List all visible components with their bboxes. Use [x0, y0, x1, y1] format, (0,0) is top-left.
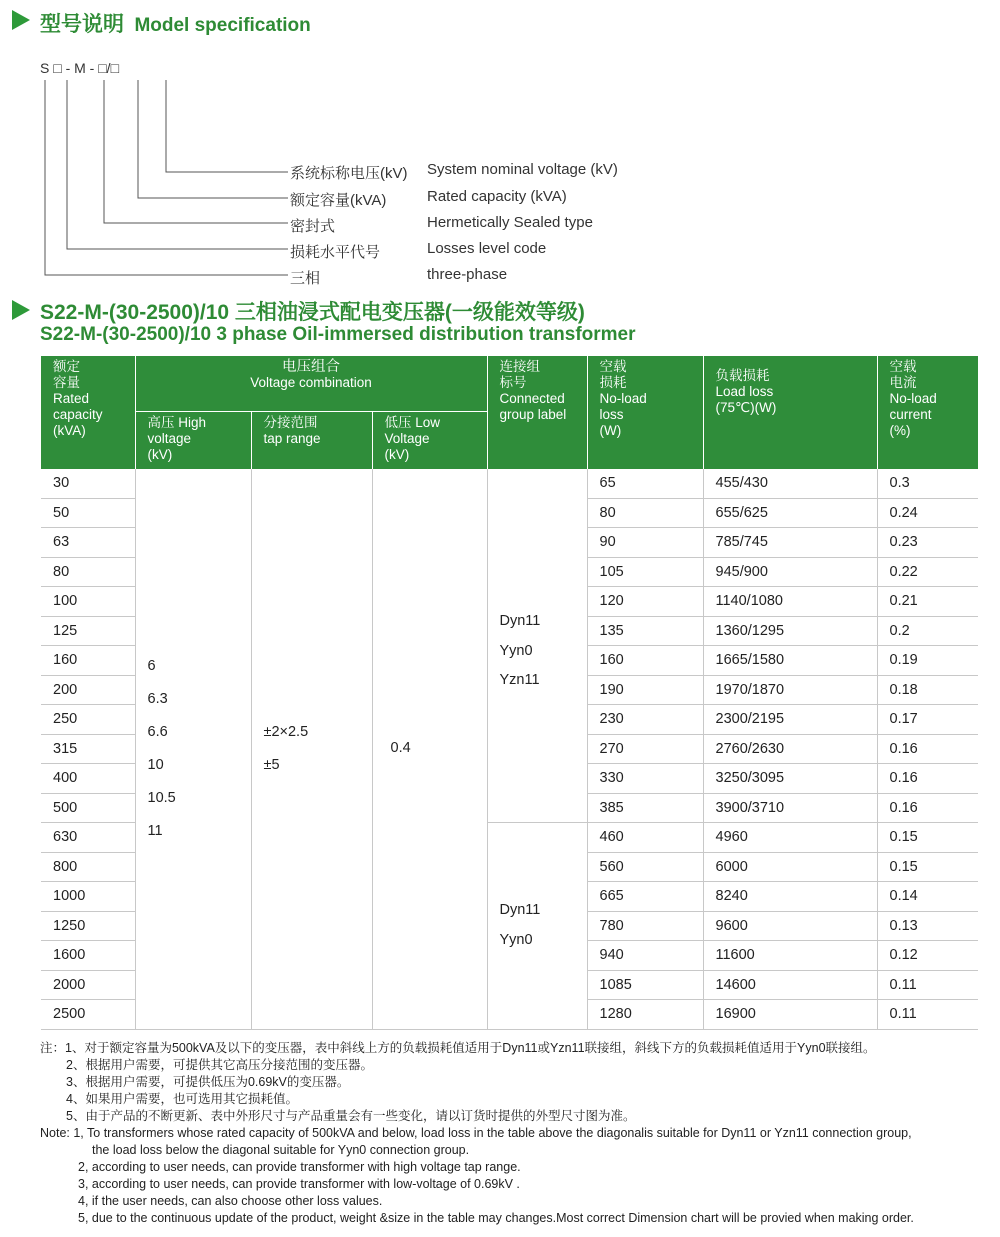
- cell-load-loss: 1140/1080: [703, 587, 877, 617]
- header-load-loss: 负载损耗 Load loss (75℃)(W): [703, 356, 877, 469]
- cell-capacity: 125: [41, 616, 135, 646]
- cell-load-loss: 8240: [703, 882, 877, 912]
- cell-capacity: 50: [41, 498, 135, 528]
- cell-noload-current: 0.22: [877, 557, 978, 587]
- cell-noload-loss: 65: [587, 469, 703, 498]
- cell-load-loss: 11600: [703, 941, 877, 971]
- header-lv: 低压 Low Voltage (kV): [372, 411, 487, 469]
- cell-noload-loss: 665: [587, 882, 703, 912]
- cell-noload-current: 0.17: [877, 705, 978, 735]
- spec-item-cn-5: 三相: [290, 270, 321, 287]
- note-cn-5: 5、由于产品的不断更新、表中外形尺寸与产品重量会有一些变化，请以订货时提供的外型尺寸图为准。: [66, 1109, 636, 1123]
- cell-noload-loss: 90: [587, 528, 703, 558]
- cell-capacity: 315: [41, 734, 135, 764]
- spec-item-cn-4: 损耗水平代号: [290, 244, 381, 261]
- cell-noload-current: 0.16: [877, 734, 978, 764]
- cell-load-loss: 1970/1870: [703, 675, 877, 705]
- cell-noload-current: 0.14: [877, 882, 978, 912]
- cell-load-loss: 14600: [703, 970, 877, 1000]
- note-cn-3: 3、根据用户需要，可提供低压为0.69kV的变压器。: [66, 1075, 350, 1089]
- cell-noload-current: 0.11: [877, 1000, 978, 1030]
- cell-noload-loss: 1085: [587, 970, 703, 1000]
- note-en-1-cont: the load loss below the diagonal suitable for Yyn0 connection group.: [92, 1143, 470, 1157]
- cell-noload-loss: 940: [587, 941, 703, 971]
- model-code-diagram: [0, 0, 300, 290]
- cell-capacity: 1000: [41, 882, 135, 912]
- cell-capacity: 63: [41, 528, 135, 558]
- cell-capacity: 800: [41, 852, 135, 882]
- cell-capacity: 160: [41, 646, 135, 676]
- cell-noload-current: 0.15: [877, 823, 978, 853]
- cell-noload-current: 0.16: [877, 793, 978, 823]
- cell-noload-loss: 270: [587, 734, 703, 764]
- section1-title-en: Model specification: [134, 15, 311, 36]
- spec-item-en-2: Rated capacity (kVA): [427, 188, 567, 205]
- cell-noload-loss: 160: [587, 646, 703, 676]
- cell-capacity: 250: [41, 705, 135, 735]
- cell-load-loss: 16900: [703, 1000, 877, 1030]
- cell-group-a: Dyn11 Yyn0 Yzn11: [487, 469, 587, 823]
- note-en-3: 3, according to user needs, can provide transformer with low-voltage of 0.69kV .: [78, 1177, 520, 1191]
- header-voltage-combination: 电压组合 Voltage combination: [135, 356, 487, 411]
- note-cn-4: 4、如果用户需要，也可选用其它损耗值。: [66, 1092, 298, 1106]
- cell-noload-loss: 460: [587, 823, 703, 853]
- spec-item-en-1: System nominal voltage (kV): [427, 161, 618, 178]
- section2-title-en: S22-M-(30-2500)/10 3 phase Oil-immersed distribution transformer: [40, 324, 636, 345]
- cell-load-loss: 9600: [703, 911, 877, 941]
- cell-noload-current: 0.21: [877, 587, 978, 617]
- cell-noload-loss: 780: [587, 911, 703, 941]
- spec-item-cn-2: 额定容量(kVA): [290, 192, 387, 209]
- cell-noload-current: 0.16: [877, 764, 978, 794]
- cell-load-loss: 1665/1580: [703, 646, 877, 676]
- cell-load-loss: 4960: [703, 823, 877, 853]
- spec-item-cn-1: 系统标称电压(kV): [290, 165, 408, 182]
- cell-noload-loss: 135: [587, 616, 703, 646]
- cell-noload-loss: 385: [587, 793, 703, 823]
- model-code: S □ - M - □/□: [40, 60, 120, 76]
- header-noload-current: 空载 电流 No-load current (%): [877, 356, 978, 469]
- cell-noload-loss: 80: [587, 498, 703, 528]
- cell-noload-loss: 105: [587, 557, 703, 587]
- cell-load-loss: 2300/2195: [703, 705, 877, 735]
- cell-lv-value: 0.4: [372, 469, 487, 1029]
- note-en-5: 5, due to the continuous update of the product, weight &size in the table may changes.Most correct Dimension chart will be provied when making order.: [78, 1211, 914, 1225]
- cell-load-loss: 655/625: [703, 498, 877, 528]
- cell-group-b: Dyn11 Yyn0: [487, 823, 587, 1030]
- cell-capacity: 2000: [41, 970, 135, 1000]
- cell-capacity: 2500: [41, 1000, 135, 1030]
- spec-table: [41, 356, 978, 1030]
- cell-capacity: 500: [41, 793, 135, 823]
- section-marker-icon: [12, 300, 30, 320]
- note-cn-1: 注：1、对于额定容量为500kVA及以下的变压器，表中斜线上方的负载损耗值适用于Dyn11或Yzn11联接组，斜线下方的负载损耗值适用于Yyn0联接组。: [40, 1041, 876, 1055]
- header-hv: 高压 High voltage (kV): [135, 411, 251, 469]
- cell-noload-loss: 190: [587, 675, 703, 705]
- cell-noload-loss: 120: [587, 587, 703, 617]
- table-row: [41, 469, 978, 498]
- note-cn-2: 2、根据用户需要，可提供其它高压分接范围的变压器。: [66, 1058, 373, 1072]
- cell-capacity: 1250: [41, 911, 135, 941]
- header-noload-loss: 空载 损耗 No-load loss (W): [587, 356, 703, 469]
- cell-capacity: 30: [41, 469, 135, 498]
- note-en-1: Note: 1, To transformers whose rated capacity of 500kVA and below, load loss in the table above the diagonalis suitable for Dyn11 or Yzn11 connection group,: [40, 1126, 912, 1140]
- cell-load-loss: 945/900: [703, 557, 877, 587]
- cell-capacity: 400: [41, 764, 135, 794]
- spec-item-en-5: three-phase: [427, 266, 508, 283]
- cell-noload-loss: 330: [587, 764, 703, 794]
- section1-title-cn: 型号说明: [40, 13, 124, 36]
- cell-capacity: 1600: [41, 941, 135, 971]
- cell-noload-current: 0.19: [877, 646, 978, 676]
- cell-noload-current: 0.13: [877, 911, 978, 941]
- cell-load-loss: 785/745: [703, 528, 877, 558]
- cell-load-loss: 1360/1295: [703, 616, 877, 646]
- spec-item-cn-3: 密封式: [290, 218, 336, 235]
- spec-item-en-4: Losses level code: [427, 240, 547, 257]
- section2-title-cn: S22-M-(30-2500)/10 三相油浸式配电变压器(一级能效等级): [40, 301, 585, 324]
- cell-tap-values: ±2×2.5 ±5: [251, 469, 372, 1029]
- cell-noload-current: 0.3: [877, 469, 978, 498]
- cell-noload-current: 0.12: [877, 941, 978, 971]
- cell-capacity: 200: [41, 675, 135, 705]
- cell-load-loss: 6000: [703, 852, 877, 882]
- cell-load-loss: 2760/2630: [703, 734, 877, 764]
- header-group: 连接组 标号 Connected group label: [487, 356, 587, 469]
- notes: [40, 1040, 914, 1227]
- cell-load-loss: 3250/3095: [703, 764, 877, 794]
- cell-load-loss: 3900/3710: [703, 793, 877, 823]
- cell-noload-current: 0.24: [877, 498, 978, 528]
- cell-capacity: 100: [41, 587, 135, 617]
- cell-hv-values: 6 6.3 6.6 10 10.5 11: [135, 469, 251, 1029]
- cell-load-loss: 455/430: [703, 469, 877, 498]
- cell-noload-loss: 230: [587, 705, 703, 735]
- cell-capacity: 630: [41, 823, 135, 853]
- cell-noload-current: 0.18: [877, 675, 978, 705]
- note-en-2: 2, according to user needs, can provide transformer with high voltage tap range.: [78, 1160, 521, 1174]
- cell-capacity: 80: [41, 557, 135, 587]
- cell-noload-loss: 1280: [587, 1000, 703, 1030]
- cell-noload-loss: 560: [587, 852, 703, 882]
- note-en-4: 4, if the user needs, can also choose other loss values.: [78, 1194, 383, 1208]
- header-tap: 分接范围 tap range: [251, 411, 372, 469]
- spec-item-en-3: Hermetically Sealed type: [427, 214, 593, 231]
- cell-noload-current: 0.23: [877, 528, 978, 558]
- cell-noload-current: 0.11: [877, 970, 978, 1000]
- cell-noload-current: 0.2: [877, 616, 978, 646]
- header-capacity: 额定 容量 Rated capacity (kVA): [41, 356, 135, 469]
- cell-noload-current: 0.15: [877, 852, 978, 882]
